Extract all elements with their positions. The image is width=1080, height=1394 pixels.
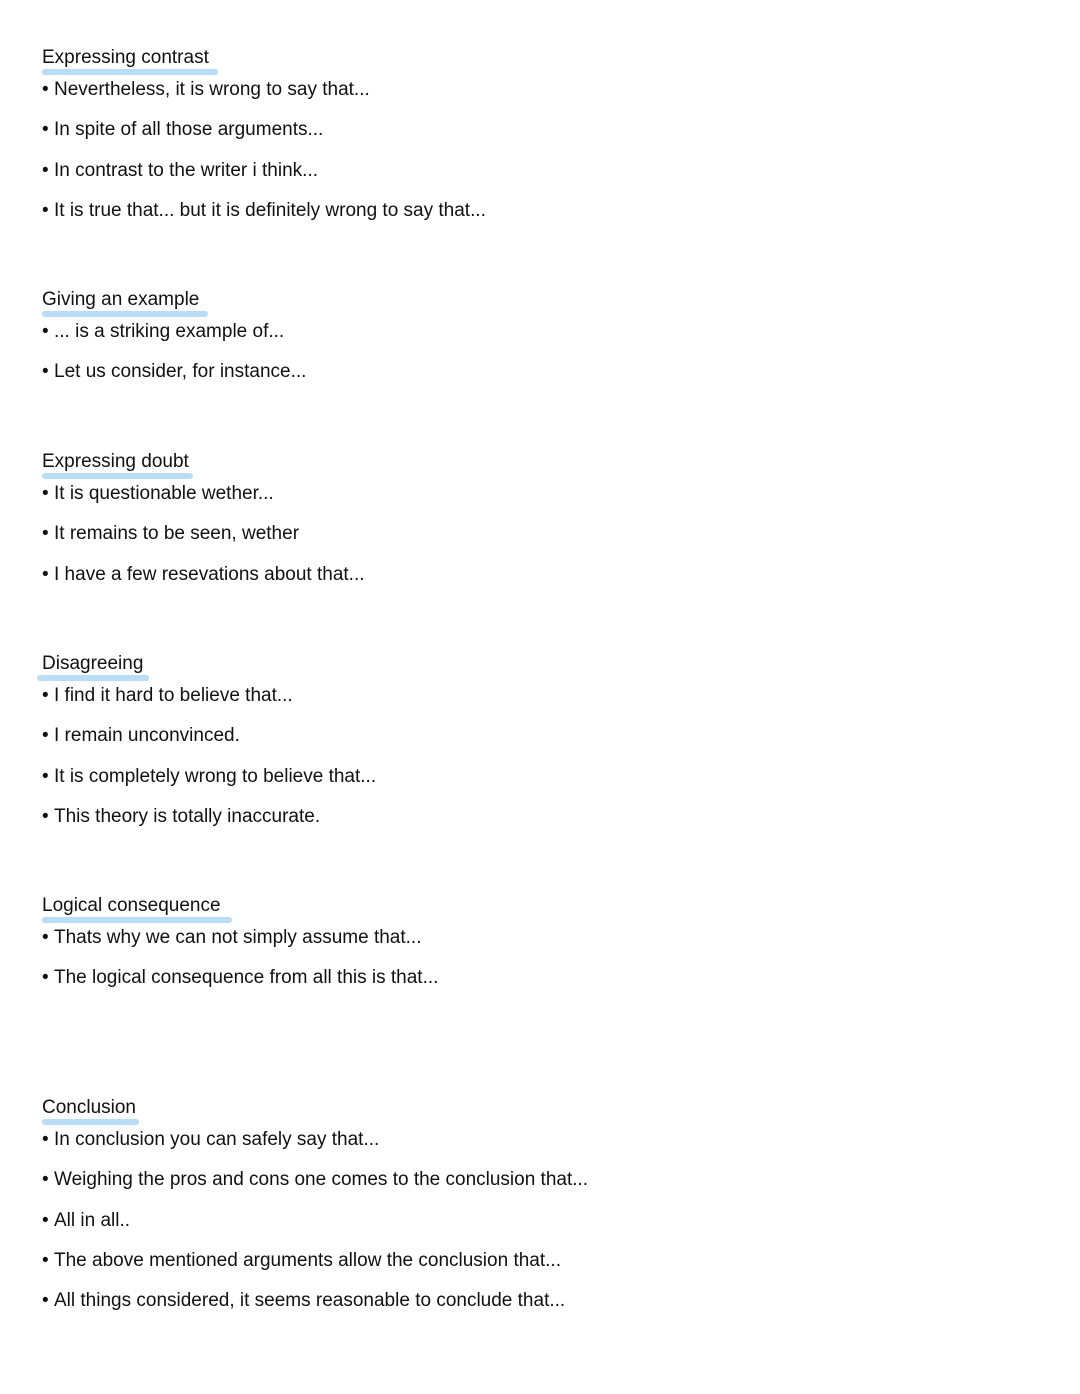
list-item (42, 1205, 588, 1245)
bullet-icon: • (42, 199, 49, 221)
list-item-text: The logical consequence from all this is that... (54, 967, 439, 989)
bullet-icon: • (42, 361, 49, 383)
phrase-list (42, 680, 376, 841)
bullet-icon: • (42, 1129, 49, 1150)
bullet-icon: • (42, 563, 49, 585)
bullet-icon: • (42, 79, 49, 100)
section-logical-consequence (42, 894, 439, 989)
list-item-text: It is completely wrong to believe that... (54, 765, 377, 787)
section-heading: Disagreeing (42, 653, 144, 674)
list-item-text: It is questionable wether... (54, 483, 274, 504)
section-expressing-contrast (42, 46, 486, 221)
bullet-icon: • (42, 523, 49, 545)
bullet-icon: • (42, 159, 49, 181)
bullet-icon: • (42, 765, 49, 787)
list-item (42, 559, 365, 599)
section-heading: Expressing doubt (42, 451, 189, 472)
bullet-icon: • (42, 967, 49, 989)
list-item (42, 1245, 588, 1285)
list-item-text: ... is a striking example of... (54, 321, 285, 342)
bullet-icon: • (42, 685, 49, 706)
phrase-list (42, 74, 486, 235)
list-item-text: This theory is totally inaccurate. (54, 805, 321, 827)
bullet-icon: • (42, 725, 49, 747)
list-item (42, 316, 306, 356)
bullet-icon: • (42, 1290, 49, 1312)
bullet-icon: • (42, 483, 49, 504)
list-item (42, 1164, 588, 1204)
list-item-text: In spite of all those arguments... (54, 119, 324, 141)
list-item-text: It is true that... but it is definitely wrong to say that... (54, 199, 486, 221)
bullet-icon: • (42, 1209, 49, 1231)
list-item-text: Nevertheless, it is wrong to say that... (54, 79, 370, 100)
bullet-icon: • (42, 927, 49, 948)
list-item (42, 720, 376, 760)
bullet-icon: • (42, 119, 49, 141)
bullet-icon: • (42, 321, 49, 342)
list-item-text: The above mentioned arguments allow the conclusion that... (54, 1249, 561, 1271)
list-item (42, 195, 486, 235)
list-item (42, 962, 438, 1002)
list-item-text: In conclusion you can safely say that... (54, 1129, 380, 1150)
list-item (42, 922, 438, 962)
list-item (42, 1285, 588, 1325)
bullet-icon: • (42, 1249, 49, 1271)
list-item-text: I find it hard to believe that... (54, 685, 293, 706)
list-item (42, 74, 486, 114)
list-item (42, 478, 365, 518)
list-item-text: Weighing the pros and cons one comes to the conclusion that... (54, 1169, 589, 1191)
list-item (42, 761, 376, 801)
list-item (42, 680, 376, 720)
list-item-text: It remains to be seen, wether (54, 523, 300, 545)
section-heading: Conclusion (42, 1097, 136, 1118)
list-item-text: All in all.. (54, 1209, 131, 1231)
list-item (42, 114, 486, 154)
phrase-list (42, 478, 365, 599)
section-giving-an-example (42, 288, 307, 383)
phrase-list (42, 1124, 588, 1325)
list-item (42, 155, 486, 195)
list-item-text: In contrast to the writer i think... (54, 159, 318, 181)
list-item-text: All things considered, it seems reasonable to conclude that... (54, 1290, 566, 1312)
list-item-text: Let us consider, for instance... (54, 361, 307, 383)
section-disagreeing (42, 652, 377, 827)
list-item (42, 801, 376, 841)
section-heading: Expressing contrast (42, 47, 209, 68)
list-item-text: I have a few resevations about that... (54, 563, 365, 585)
bullet-icon: • (42, 805, 49, 827)
section-heading: Giving an example (42, 289, 200, 310)
list-item-text: Thats why we can not simply assume that... (54, 927, 422, 948)
section-expressing-doubt (42, 450, 365, 585)
bullet-icon: • (42, 1169, 49, 1191)
section-conclusion (42, 1096, 589, 1312)
section-heading: Logical consequence (42, 895, 221, 916)
list-item-text: I remain unconvinced. (54, 725, 240, 747)
phrase-list (42, 316, 306, 397)
list-item (42, 356, 306, 396)
list-item (42, 1124, 588, 1164)
phrase-list (42, 922, 438, 1003)
list-item (42, 518, 365, 558)
